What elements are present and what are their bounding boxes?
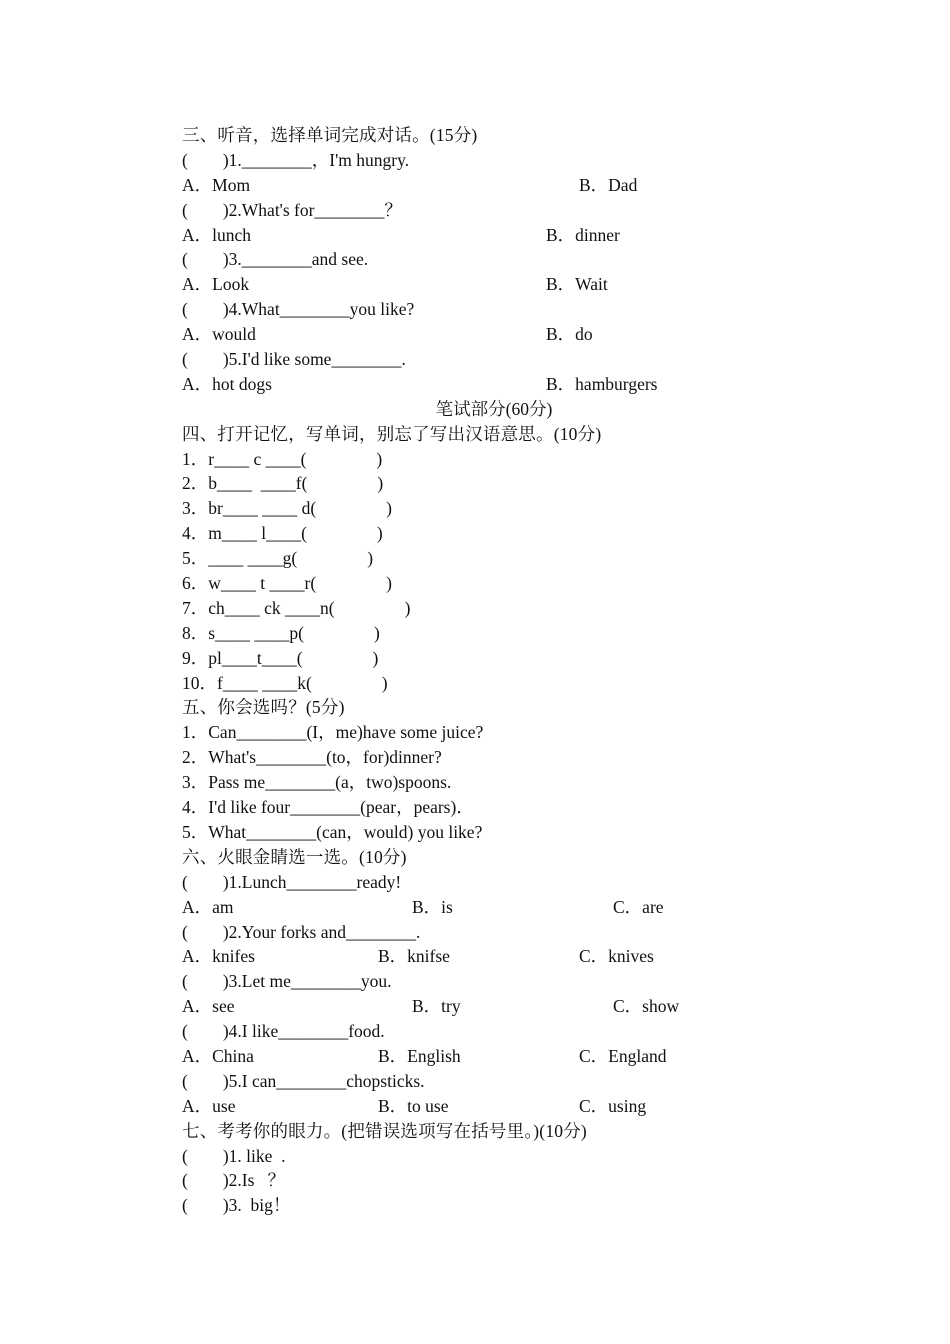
s3-q4-options	[182, 322, 742, 347]
s3-q3-option-a: A．Look	[182, 274, 250, 295]
s3-q2-stem: ( )2.What's for________？	[182, 199, 402, 220]
s3-q4-option-b: B．do	[546, 324, 593, 345]
section-7-title: 七、考考你的眼力。(把错误选项写在括号里。)(10分)	[182, 1120, 587, 1141]
s6-q3-option-a: A．see	[182, 996, 235, 1017]
s3-q5-option-b: B．hamburgers	[546, 373, 658, 394]
s5-item-4: 4．I'd like four________(pear，pears)．	[182, 797, 474, 818]
s4-item-7: 7．ch____ ck ____n( )	[182, 597, 411, 618]
s7-item-1: ( )1. like .	[182, 1145, 286, 1166]
s3-q3-stem: ( )3.________and see.	[182, 249, 369, 270]
written-part-title: 笔试部分(60分)	[435, 398, 553, 419]
s7-item-3: ( )3. big！	[182, 1195, 291, 1216]
s6-q3-option-c: C．show	[613, 996, 680, 1017]
s5-item-3: 3．Pass me________(a，two)spoons.	[182, 772, 452, 793]
section-5-title: 五、你会选吗？(5分)	[182, 697, 345, 718]
s6-q5-stem: ( )5.I can________chopsticks.	[182, 1070, 425, 1091]
s6-q4-options	[182, 1044, 742, 1069]
s6-q2-option-c: C．knives	[579, 946, 654, 967]
s7-item-2: ( )2.Is ？	[182, 1170, 286, 1191]
s6-q2-stem: ( )2.Your forks and________.	[182, 921, 421, 942]
s5-item-5: 5．What________(can，would) you like?	[182, 821, 483, 842]
section-4-title: 四、打开记忆，写单词，别忘了写出汉语意思。(10分)	[182, 423, 602, 444]
s6-q1-stem: ( )1.Lunch________ready!	[182, 871, 402, 892]
s4-item-10: 10．f____ ____k( )	[182, 672, 388, 693]
s6-q3-option-b: B．try	[412, 996, 461, 1017]
s6-q5-options	[182, 1094, 742, 1119]
s3-q5-stem: ( )5.I'd like some________.	[182, 349, 406, 370]
s3-q2-option-a: A．lunch	[182, 224, 252, 245]
s6-q3-options	[182, 994, 742, 1019]
s4-item-9: 9．pl____t____( )	[182, 647, 379, 668]
section-3-title: 三、听音，选择单词完成对话。(15分)	[182, 125, 478, 145]
s4-item-2: 2．b____ ____f( )	[182, 473, 384, 494]
s6-q4-option-a: A．China	[182, 1045, 254, 1066]
s6-q5-option-b: B．to use	[378, 1095, 449, 1116]
worksheet-page	[182, 123, 742, 1218]
s6-q2-option-b: B．knifse	[378, 946, 450, 967]
s6-q5-option-c: C．using	[579, 1095, 647, 1116]
section-6-title: 六、火眼金睛选一选。(10分)	[182, 846, 407, 867]
s5-item-2: 2．What's________(to，for)dinner?	[182, 747, 442, 768]
s5-item-1: 1．Can________(I，me)have some juice?	[182, 722, 484, 743]
s6-q1-option-b: B．is	[412, 896, 453, 917]
s3-q1-options	[182, 173, 742, 198]
s4-item-3: 3．br____ ____ d( )	[182, 498, 392, 519]
s6-q3-stem: ( )3.Let me________you.	[182, 971, 392, 992]
s3-q1-option-b: B．Dad	[579, 174, 638, 195]
s6-q2-option-a: A．knifes	[182, 946, 255, 967]
s3-q2-options	[182, 223, 742, 248]
s4-item-6: 6．w____ t ____r( )	[182, 573, 392, 594]
s4-item-5: 5．____ ____g( )	[182, 548, 374, 569]
s4-item-1: 1．r____ c ____( )	[182, 448, 383, 469]
s4-item-8: 8．s____ ____p( )	[182, 622, 380, 643]
s3-q2-option-b: B．dinner	[546, 224, 620, 245]
s4-item-4: 4．m____ l____( )	[182, 523, 383, 544]
s6-q1-option-a: A．am	[182, 896, 234, 917]
s3-q1-option-a: A．Mom	[182, 174, 251, 195]
s3-q3-option-b: B．Wait	[546, 274, 608, 295]
s6-q4-stem: ( )4.I like________food.	[182, 1021, 385, 1042]
s6-q4-option-b: B．English	[378, 1045, 461, 1066]
s3-q1-stem: ( )1.________，I'm hungry.	[182, 149, 410, 170]
s3-q5-option-a: A．hot dogs	[182, 373, 272, 394]
s3-q3-options	[182, 272, 742, 297]
s6-q4-option-c: C．England	[579, 1045, 667, 1066]
s3-q4-option-a: A．would	[182, 324, 256, 345]
s6-q1-options	[182, 895, 742, 920]
s6-q2-options	[182, 944, 742, 969]
s6-q5-option-a: A．use	[182, 1095, 236, 1116]
s3-q4-stem: ( )4.What________you like?	[182, 299, 415, 320]
s6-q1-option-c: C．are	[613, 896, 664, 917]
s3-q5-options	[182, 372, 742, 397]
